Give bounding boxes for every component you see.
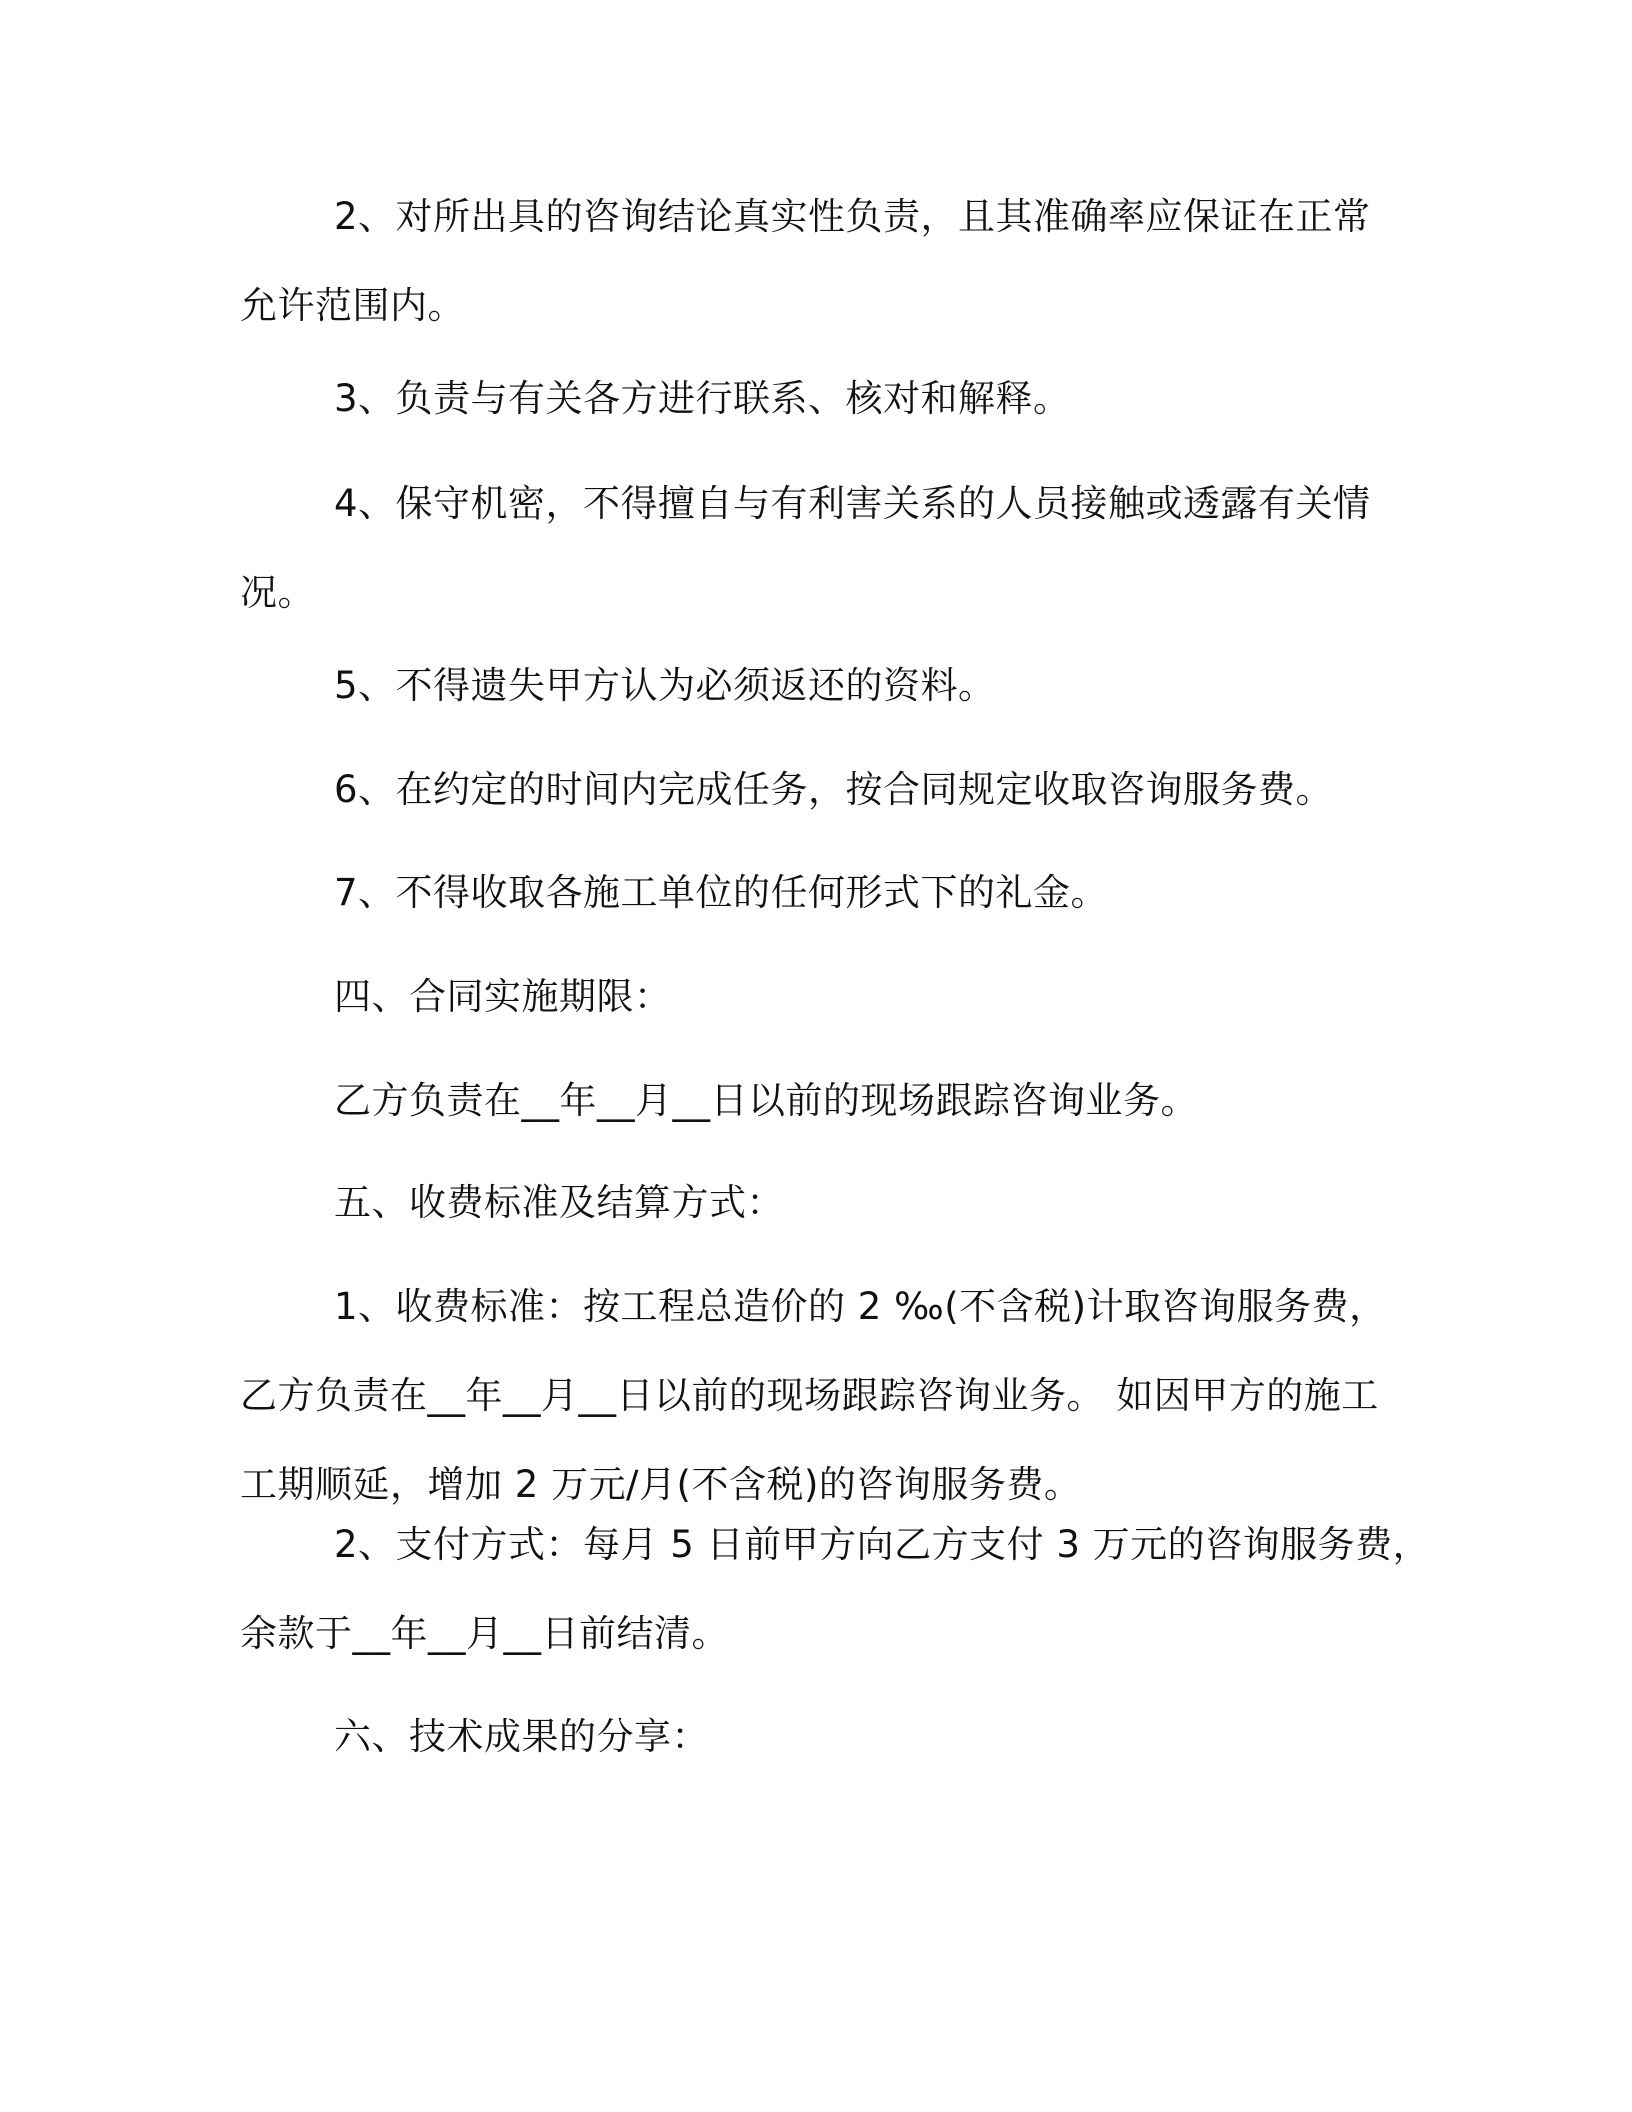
section-heading-contract-term (240, 952, 1390, 1041)
paragraph-line: 余款于__年__月__日前结清。 (240, 1612, 729, 1655)
paragraph-obligation-4 (240, 459, 1390, 637)
paragraph-obligation-3 (240, 354, 1390, 443)
paragraph-line: 7、不得收取各施工单位的任何形式下的礼金。 (334, 871, 1109, 914)
paragraph-line: 允许范围内。 (240, 284, 465, 327)
section-heading: 四、合同实施期限： (334, 975, 672, 1018)
paragraph-line: 工期顺延，增加 2 万元/月(不含税)的咨询服务费。 (240, 1463, 1082, 1506)
paragraph-payment-method (240, 1500, 1431, 1678)
paragraph-line: 6、在约定的时间内完成任务，按合同规定收取咨询服务费。 (334, 768, 1334, 811)
section-heading-tech-results (240, 1692, 1390, 1781)
paragraph-line: 2、对所出具的咨询结论真实性负责，且其准确率应保证在正常 (334, 195, 1371, 238)
paragraph-line: 1、收费标准：按工程总造价的 2 ‰(不含税)计取咨询服务费， (334, 1285, 1387, 1328)
paragraph-line: 乙方负责在__年__月__日以前的现场跟踪咨询业务。 (334, 1079, 1198, 1122)
paragraph-obligation-5 (240, 641, 1390, 730)
paragraph-contract-term (240, 1056, 1390, 1145)
paragraph-obligation-2 (240, 172, 1390, 350)
paragraph-obligation-6 (240, 745, 1390, 834)
paragraph-obligation-7 (240, 848, 1390, 937)
paragraph-line: 5、不得遗失甲方认为必须返还的资料。 (334, 664, 996, 707)
paragraph-line: 3、负责与有关各方进行联系、核对和解释。 (334, 377, 1071, 420)
paragraph-fee-standard (240, 1262, 1390, 1529)
paragraph-line: 2、支付方式：每月 5 日前甲方向乙方支付 3 万元的咨询服务费， (334, 1523, 1431, 1566)
paragraph-line: 乙方负责在__年__月__日以前的现场跟踪咨询业务。 如因甲方的施工 (240, 1374, 1379, 1417)
paragraph-line: 况。 (240, 571, 315, 614)
section-heading-fees (240, 1158, 1390, 1247)
section-heading: 五、收费标准及结算方式： (334, 1181, 784, 1224)
paragraph-line: 4、保守机密，不得擅自与有利害关系的人员接触或透露有关情 (334, 482, 1371, 525)
section-heading: 六、技术成果的分享： (334, 1715, 709, 1758)
